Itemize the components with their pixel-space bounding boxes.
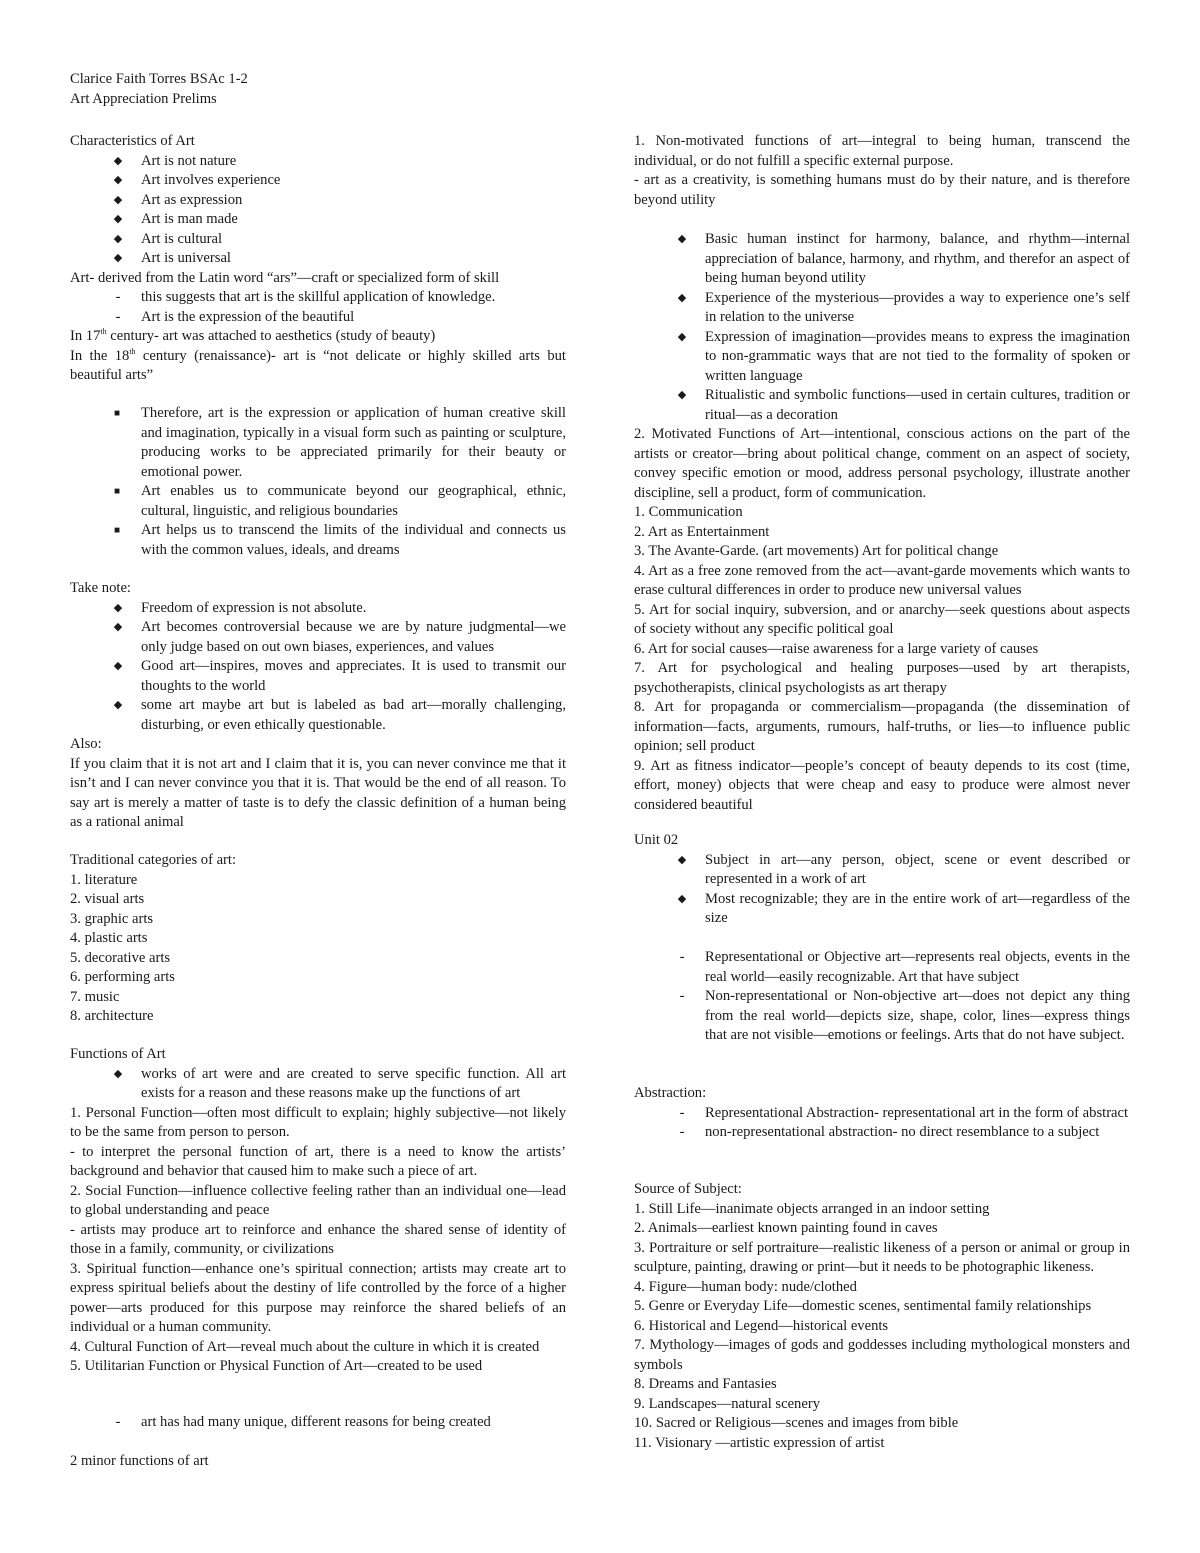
source-section: [634, 1180, 1130, 1453]
abstraction-section: [634, 1084, 1130, 1143]
list-item: ◆ Art becomes controversial because we are by nature judgmental—we only judge based on out own biases, experiences, and values: [70, 618, 566, 657]
list-item: 4. Figure—human body: nude/clothed: [634, 1278, 857, 1295]
take-note-section: [70, 579, 566, 833]
dash-marker: -: [679, 1124, 685, 1140]
section-heading: Functions of Art: [70, 1046, 166, 1062]
list-item: 8. Art for propaganda or commercialism—propaganda (the dissemination of information—facts, arguments, rumours, half-truths, or lies—to influence public opinion; sell product: [634, 699, 1130, 754]
function-paragraph: 5. Utilitarian Function or Physical Function of Art—created to be used: [70, 1358, 483, 1374]
list-item: ◆ Art is man made: [70, 210, 566, 230]
minor-functions-block: [70, 1452, 566, 1472]
function-paragraph: - to interpret the personal function of art, there is a need to know the artists’ background and behavior that caused him to make such a piece of art.: [70, 1143, 566, 1179]
also-heading: Also:: [70, 736, 102, 752]
ars-definition: Art- derived from the Latin word “ars”—craft or specialized form of skill: [70, 269, 500, 286]
functions-dash-list: [70, 1413, 566, 1433]
art-definition-section: [70, 404, 566, 560]
list-item: - Non-representational or Non-objective art—does not depict any thing from the real world—depicts size, shape, color, lines—express things that are not visible—emotions or feelings. Arts that do not have subject.: [634, 987, 1130, 1046]
list-item: ■ Art enables us to communicate beyond our geographical, ethnic, cultural, linguistic, and religious boundaries: [70, 482, 566, 521]
bullet-icon: ◆: [113, 699, 123, 711]
section-heading: Source of Subject:: [634, 1181, 742, 1197]
source-list: [634, 1200, 1130, 1454]
list-item: - Art is the expression of the beautiful: [70, 308, 566, 328]
abstraction-dash-list: [634, 1104, 1130, 1143]
bullet-icon: ◆: [677, 892, 687, 905]
list-item: - this suggests that art is the skillful application of knowledge.: [70, 288, 566, 308]
nonmotivated-list-block: [634, 230, 1130, 815]
list-item: ◆ some art maybe art but is labeled as bad art—morally challenging, disturbing, or even ethically questionable.: [70, 696, 566, 735]
function-paragraph: 3. Spiritual function—enhance one’s spiritual connection; artists may create art to express spiritual beliefs about the destiny of life controlled by the force of a higher power—arts produced for this purpose may reinforce the shared beliefs of an individual or a human community.: [70, 1260, 566, 1335]
bullet-icon: ◆: [677, 330, 687, 343]
characteristics-list: [70, 152, 566, 269]
square-bullet-icon: ■: [113, 486, 121, 497]
bullet-icon: ◆: [113, 1067, 123, 1080]
list-item: 1. Communication: [634, 504, 743, 520]
dash-marker: -: [679, 988, 685, 1004]
list-item: 4. Art as a free zone removed from the act—avant-garde movements which wants to erase cultural differences in order to produce new universal values: [634, 562, 1130, 598]
functions-section: [70, 1045, 566, 1377]
also-paragraph: If you claim that it is not art and I claim that it is, you can never convince me that it isn’t and I can never convince you that it is. That would be the end of all reason. To say art is merely a matter of taste is to defy the classic definition of a human being as a rational animal: [70, 755, 566, 830]
list-item: ◆ Ritualistic and symbolic functions—used in certain cultures, tradition or ritual—as a decoration: [634, 386, 1130, 425]
dash-marker: -: [115, 289, 121, 305]
list-item: 3. Portraiture or self portraiture—realistic likeness of a person or animal or group in sculpture, painting, drawing or print—but it needs to be photographic likeness.: [634, 1239, 1130, 1275]
motivated-list: [634, 503, 1130, 815]
bullet-icon: ◆: [113, 252, 123, 264]
list-item: 4. plastic arts: [70, 930, 148, 946]
century-17-line: In 17th century- art was attached to aesthetics (study of beauty): [70, 327, 436, 344]
list-item: ◆ Art is not nature: [70, 152, 566, 172]
list-item: - art has had many unique, different reasons for being created: [70, 1413, 566, 1433]
list-item: 5. decorative arts: [70, 949, 171, 966]
categories-list: [70, 871, 566, 1027]
bullet-icon: ◆: [677, 233, 687, 245]
list-item: 1. Still Life—inanimate objects arranged in an indoor setting: [634, 1200, 990, 1217]
list-item: 10. Sacred or Religious—scenes and images from bible: [634, 1415, 959, 1431]
list-item: - Representational Abstraction- representational art in the form of abstract: [634, 1104, 1130, 1124]
nonmotivated-paragraph: 1. Non-motivated functions of art—integral to being human, transcend the individual, or do not fulfill a specific external purpose.: [634, 133, 1130, 169]
bullet-icon: ◆: [113, 213, 123, 225]
bullet-icon: ◆: [677, 853, 687, 866]
function-paragraph: 4. Cultural Function of Art—reveal much about the culture in which it is created: [70, 1338, 540, 1355]
function-paragraph: - artists may produce art to reinforce and enhance the shared sense of identity of those in a family, community, or civilizations: [70, 1221, 566, 1257]
list-item: 11. Visionary —artistic expression of artist: [634, 1434, 885, 1451]
bullet-icon: ◆: [113, 154, 123, 167]
document-header: [70, 70, 566, 109]
functions-bullet-list: [70, 1065, 566, 1104]
list-item: 9. Art as fitness indicator—people’s concept of beauty depends to its cost (time, effort, money) objects that were cheap and easy to produce were almost never considered beautiful: [634, 757, 1130, 813]
dash-marker: -: [115, 1414, 121, 1430]
bullet-icon: ◆: [113, 232, 123, 245]
minor-functions-heading: 2 minor functions of art: [70, 1453, 209, 1469]
bullet-icon: ◆: [113, 601, 123, 614]
section-heading: Unit 02: [634, 832, 679, 848]
list-item: ◆ works of art were and are created to serve specific function. All art exists for a reason and these reasons make up the functions of art: [70, 1065, 566, 1104]
dash-marker: -: [679, 1104, 685, 1121]
list-item: - non-representational abstraction- no direct resemblance to a subject: [634, 1123, 1130, 1143]
list-item: ◆ Art involves experience: [70, 171, 566, 191]
bullet-icon: ◆: [113, 660, 123, 672]
list-item: 2. Art as Entertainment: [634, 523, 770, 540]
document-subtitle: Art Appreciation Prelims: [70, 90, 217, 107]
list-item: ◆ Art is cultural: [70, 230, 566, 250]
section-heading: Traditional categories of art:: [70, 852, 237, 868]
list-item: 6. Art for social causes—raise awareness for a large variety of causes: [634, 640, 1039, 657]
bullet-icon: ◆: [677, 389, 687, 401]
take-note-list: [70, 599, 566, 736]
bullet-icon: ◆: [113, 193, 123, 206]
list-item: ◆ Most recognizable; they are in the entire work of art—regardless of the size: [634, 890, 1130, 929]
list-item: 7. Mythology—images of gods and goddesses including mythological monsters and symbols: [634, 1337, 1130, 1373]
nonmotivated-section: [634, 132, 1130, 210]
list-item: ◆ Basic human instinct for harmony, balance, and rhythm—internal appreciation of balance, harmony, and rhythm, and therefor an aspect of being human beyond utility: [634, 230, 1130, 289]
list-item: ◆ Art as expression: [70, 191, 566, 211]
list-item: 6. performing arts: [70, 969, 175, 985]
list-item: 3. graphic arts: [70, 910, 154, 927]
list-item: ◆ Expression of imagination—provides means to express the imagination to non-grammatic ways that are not tied to the formality of spoken or written language: [634, 328, 1130, 387]
section-heading: Take note:: [70, 580, 131, 596]
nonmotivated-list: [634, 230, 1130, 425]
list-item: 5. Art for social inquiry, subversion, and or anarchy—seek questions about aspects of society without any specific political goal: [634, 601, 1130, 637]
list-item: 2. visual arts: [70, 891, 145, 907]
list-item: 7. Art for psychological and healing purposes—used by art therapists, psychotherapists, clinical psychologists as art therapy: [634, 660, 1130, 696]
list-item: ◆ Freedom of expression is not absolute.: [70, 599, 566, 619]
square-bullet-list: [70, 404, 566, 560]
list-item: 8. Dreams and Fantasies: [634, 1376, 777, 1392]
list-item: 1. literature: [70, 871, 138, 888]
characteristics-section: [70, 132, 566, 386]
unit-02-section: [634, 831, 1130, 929]
list-item: 6. Historical and Legend—historical events: [634, 1317, 889, 1334]
list-item: 8. architecture: [70, 1008, 154, 1024]
function-paragraph: 2. Social Function—influence collective feeling rather than an individual one—lead to global understanding and peace: [70, 1182, 566, 1218]
list-item: 3. The Avante-Garde. (art movements) Art for political change: [634, 543, 999, 559]
list-item: - Representational or Objective art—represents real objects, events in the real world—easily recognizable. Art that have subject: [634, 948, 1130, 987]
square-bullet-icon: ■: [113, 408, 121, 419]
functions-dash-block: [70, 1413, 566, 1433]
square-bullet-icon: ■: [113, 525, 121, 536]
function-paragraph: 1. Personal Function—often most difficult to explain; highly subjective—not likely to be the same from person to person.: [70, 1104, 566, 1140]
creativity-paragraph: - art as a creativity, is something humans must do by their nature, and is therefore beyond utility: [634, 172, 1130, 208]
list-item: ■ Therefore, art is the expression or application of human creative skill and imagination, typically in a visual form such as painting or sculpture, producing works to be appreciated primarily for their beauty or emotional power.: [70, 404, 566, 482]
dash-marker: -: [115, 308, 121, 325]
century-18-line: In the 18th century (renaissance)- art is “not delicate or highly skilled arts but beautiful arts”: [70, 346, 566, 383]
dash-marker: -: [679, 949, 685, 965]
ars-dash-list: [70, 288, 566, 327]
bullet-icon: ◆: [113, 174, 123, 186]
unit-dash-list: [634, 948, 1130, 1046]
bullet-icon: ◆: [677, 291, 687, 304]
unit-dash-block: [634, 948, 1130, 1046]
section-heading: Abstraction:: [634, 1085, 707, 1101]
section-heading: Characteristics of Art: [70, 133, 195, 149]
list-item: ◆ Good art—inspires, moves and appreciates. It is used to transmit our thoughts to the world: [70, 657, 566, 696]
bullet-icon: ◆: [113, 621, 123, 633]
list-item: 7. music: [70, 988, 120, 1005]
list-item: ◆ Subject in art—any person, object, scene or event described or represented in a work of art: [634, 851, 1130, 890]
list-item: 5. Genre or Everyday Life—domestic scenes, sentimental family relationships: [634, 1298, 1092, 1314]
list-item: 9. Landscapes—natural scenery: [634, 1395, 820, 1412]
list-item: ■ Art helps us to transcend the limits of the individual and connects us with the common values, ideals, and dreams: [70, 521, 566, 560]
list-item: ◆ Art is universal: [70, 249, 566, 269]
author-line: Clarice Faith Torres BSAc 1-2: [70, 71, 248, 87]
categories-section: [70, 851, 566, 1027]
unit-bullet-list: [634, 851, 1130, 929]
motivated-paragraph: 2. Motivated Functions of Art—intentional, conscious actions on the part of the artists or creator—bring about political change, comment on an aspect of society, convey specific emotion or mood, address personal psychology, illustrate another discipline, sell a product, form of communication.: [634, 426, 1130, 501]
list-item: 2. Animals—earliest known painting found in caves: [634, 1220, 938, 1236]
list-item: ◆ Experience of the mysterious—provides a way to experience one’s self in relation to the universe: [634, 289, 1130, 328]
